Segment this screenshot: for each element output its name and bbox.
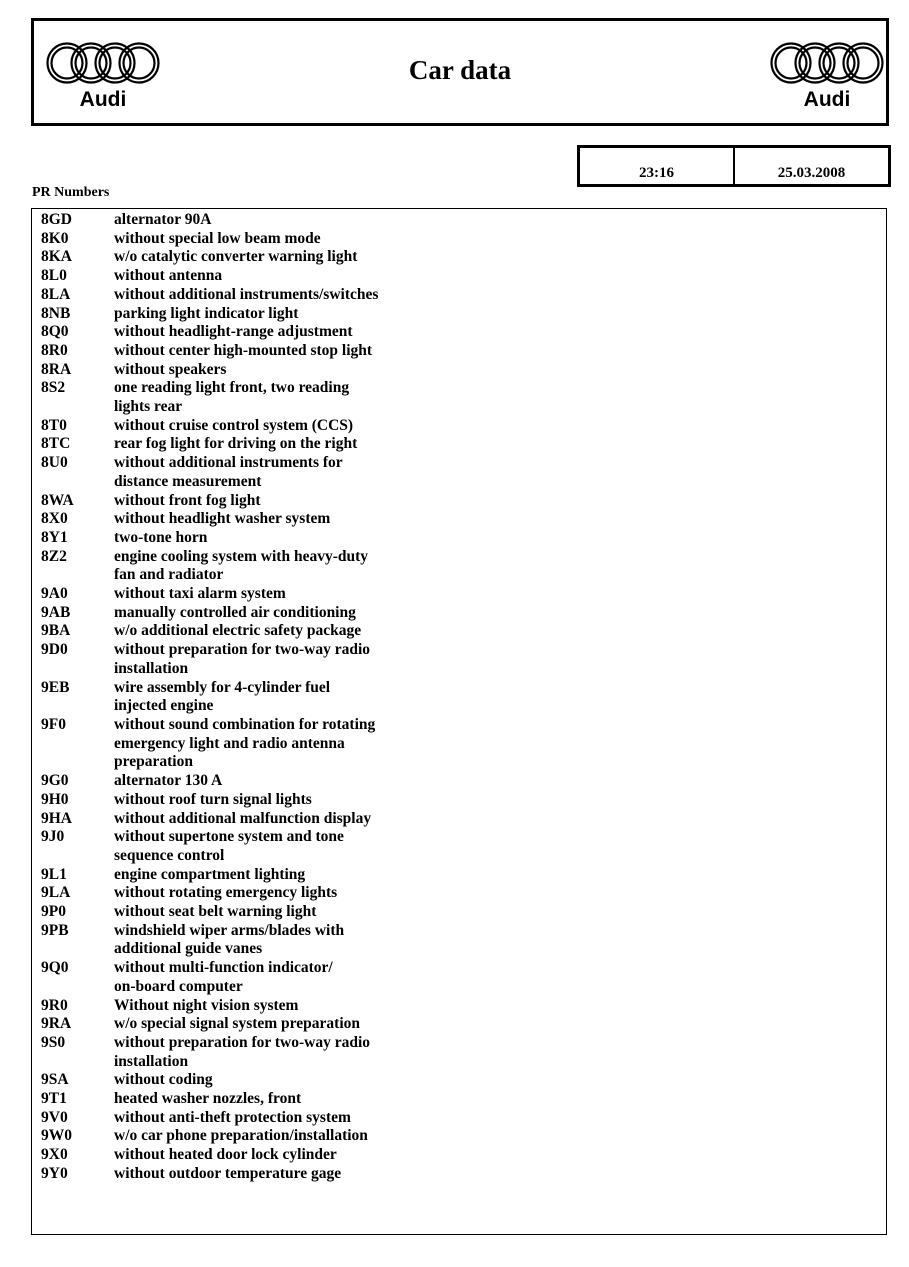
- pr-code: 8Y1: [41, 528, 68, 546]
- pr-code: 9RA: [41, 1015, 72, 1033]
- pr-description: engine compartment lighting: [114, 865, 306, 883]
- pr-description: w/o catalytic converter warning light: [114, 248, 358, 266]
- pr-description: without front fog light: [114, 491, 261, 509]
- list-item: [41, 884, 414, 903]
- pr-description: w/o special signal system preparation: [114, 1015, 360, 1033]
- pr-code: 9H0: [41, 790, 69, 808]
- pr-code: 9Y0: [41, 1164, 68, 1182]
- list-item: [41, 267, 414, 286]
- pr-code: 9LA: [41, 884, 71, 902]
- pr-description: two-tone horn: [114, 528, 208, 546]
- list-item: [41, 622, 414, 641]
- pr-description: Without night vision system: [114, 996, 299, 1014]
- list-item: [41, 1015, 414, 1034]
- pr-description: rear fog light for driving on the right: [114, 435, 358, 453]
- pr-description: without outdoor temperature gage: [114, 1164, 342, 1182]
- pr-description: one reading light front, two reading lights rear: [114, 379, 350, 416]
- list-item: [41, 1109, 414, 1128]
- pr-code: 9BA: [41, 622, 71, 640]
- pr-code: 9PB: [41, 921, 69, 939]
- pr-description: without additional malfunction display: [114, 809, 372, 827]
- pr-code: 9AB: [41, 603, 71, 621]
- pr-code: 9L1: [41, 865, 67, 883]
- pr-description: without roof turn signal lights: [114, 790, 312, 808]
- pr-description: without headlight-range adjustment: [114, 323, 353, 341]
- pr-description: without special low beam mode: [114, 229, 321, 247]
- pr-description: without coding: [114, 1071, 213, 1089]
- list-item: [41, 379, 414, 416]
- pr-description: windshield wiper arms/blades with additional guide vanes: [114, 921, 345, 958]
- header-box: [31, 18, 889, 126]
- list-item: [41, 604, 414, 623]
- list-item: [41, 548, 414, 585]
- pr-description: alternator 130 A: [114, 772, 223, 790]
- pr-description: without antenna: [114, 267, 223, 285]
- list-item: [41, 286, 414, 305]
- pr-code: 9T1: [41, 1090, 67, 1108]
- pr-code: 8KA: [41, 248, 72, 266]
- section-label: PR Numbers: [32, 185, 110, 200]
- pr-description: without speakers: [114, 360, 227, 378]
- pr-code: 9R0: [41, 996, 68, 1014]
- list-item: [41, 997, 414, 1016]
- pr-code: 8WA: [41, 491, 74, 509]
- pr-code: 9V0: [41, 1108, 68, 1126]
- pr-code: 9D0: [41, 641, 68, 659]
- pr-code: 8U0: [41, 454, 68, 472]
- pr-code: 9EB: [41, 678, 70, 696]
- list-item: [41, 1090, 414, 1109]
- pr-code: 8TC: [41, 435, 71, 453]
- pr-description: without seat belt warning light: [114, 903, 317, 921]
- pr-description: without additional instruments for distance measurement: [114, 454, 343, 490]
- pr-numbers-list: [41, 211, 414, 1184]
- pr-description: without center high-mounted stop light: [114, 341, 373, 359]
- audi-wordmark: Audi: [803, 88, 851, 111]
- list-item: [41, 791, 414, 810]
- list-item: [41, 810, 414, 829]
- list-item: [41, 305, 414, 324]
- list-item: [41, 1127, 414, 1146]
- audi-rings-icon: [770, 41, 884, 85]
- pr-description: without supertone system and tone sequence control: [114, 828, 344, 864]
- timestamp-box: [577, 145, 891, 187]
- list-item: [41, 903, 414, 922]
- list-item: [41, 492, 414, 511]
- list-item: [41, 1071, 414, 1090]
- list-item: [41, 959, 414, 996]
- pr-description: heated washer nozzles, front: [114, 1090, 302, 1108]
- pr-description: without preparation for two-way radio installation: [114, 1033, 371, 1070]
- pr-code: 8NB: [41, 304, 71, 322]
- pr-description: without taxi alarm system: [114, 585, 286, 603]
- list-item: [41, 323, 414, 342]
- pr-code: 8R0: [41, 341, 68, 359]
- pr-code: 9F0: [41, 715, 66, 733]
- list-item: [41, 342, 414, 361]
- pr-description: without heated door lock cylinder: [114, 1146, 337, 1164]
- list-item: [41, 435, 414, 454]
- pr-code: 8L0: [41, 267, 67, 285]
- pr-description: engine cooling system with heavy-duty fan and radiator: [114, 547, 369, 584]
- pr-code: 9HA: [41, 809, 72, 827]
- pr-code: 9S0: [41, 1033, 66, 1051]
- pr-description: without cruise control system (CCS): [114, 416, 354, 434]
- pr-description: without additional instruments/switches: [114, 285, 379, 303]
- pr-code: 8Z2: [41, 547, 67, 565]
- list-item: [41, 211, 414, 230]
- list-item: [41, 510, 414, 529]
- pr-code: 9G0: [41, 772, 69, 790]
- date-value: 25.03.2008: [733, 148, 888, 184]
- pr-description: w/o additional electric safety package: [114, 622, 362, 640]
- pr-code: 9P0: [41, 903, 66, 921]
- list-item: [41, 679, 414, 716]
- pr-code: 8Q0: [41, 323, 69, 341]
- pr-description: without multi-function indicator/ on-board computer: [114, 959, 333, 995]
- list-item: [41, 361, 414, 380]
- pr-code: 9W0: [41, 1127, 72, 1145]
- audi-logo-right: [770, 41, 884, 113]
- pr-code: 8T0: [41, 416, 67, 434]
- pr-description: without sound combination for rotating emergency light and radio antenna preparation: [114, 715, 376, 771]
- list-item: [41, 1146, 414, 1165]
- pr-description: without anti-theft protection system: [114, 1108, 351, 1126]
- pr-description: alternator 90A: [114, 211, 212, 228]
- pr-code: 9J0: [41, 828, 65, 846]
- pr-description: without headlight washer system: [114, 510, 331, 528]
- pr-code: 9A0: [41, 585, 68, 603]
- list-item: [41, 772, 414, 791]
- list-item: [41, 230, 414, 249]
- list-item: [41, 922, 414, 959]
- audi-wordmark: Audi: [79, 88, 127, 111]
- list-item: [41, 828, 414, 865]
- pr-numbers-box: [31, 208, 887, 1235]
- pr-code: 8X0: [41, 510, 68, 528]
- pr-description: parking light indicator light: [114, 304, 299, 322]
- pr-description: manually controlled air conditioning: [114, 603, 356, 621]
- pr-code: 8LA: [41, 285, 71, 303]
- list-item: [41, 529, 414, 548]
- time-value: 23:16: [639, 165, 674, 181]
- list-item: [41, 716, 414, 772]
- pr-description: without rotating emergency lights: [114, 884, 338, 902]
- pr-code: 8GD: [41, 211, 72, 228]
- pr-description: without preparation for two-way radio installation: [114, 641, 371, 677]
- pr-code: 9SA: [41, 1071, 69, 1089]
- pr-code: 9Q0: [41, 959, 69, 977]
- list-item: [41, 866, 414, 885]
- list-item: [41, 1165, 414, 1184]
- pr-code: 8K0: [41, 229, 69, 247]
- list-item: [41, 641, 414, 678]
- list-item: [41, 1034, 414, 1071]
- list-item: [41, 417, 414, 436]
- pr-code: 8S2: [41, 379, 66, 397]
- pr-code: 9X0: [41, 1146, 68, 1164]
- list-item: [41, 454, 414, 491]
- list-item: [41, 585, 414, 604]
- pr-code: 8RA: [41, 360, 72, 378]
- pr-description: w/o car phone preparation/installation: [114, 1127, 368, 1145]
- pr-description: wire assembly for 4-cylinder fuel injected engine: [114, 678, 331, 715]
- page-title: Car data: [408, 55, 512, 85]
- list-item: [41, 248, 414, 267]
